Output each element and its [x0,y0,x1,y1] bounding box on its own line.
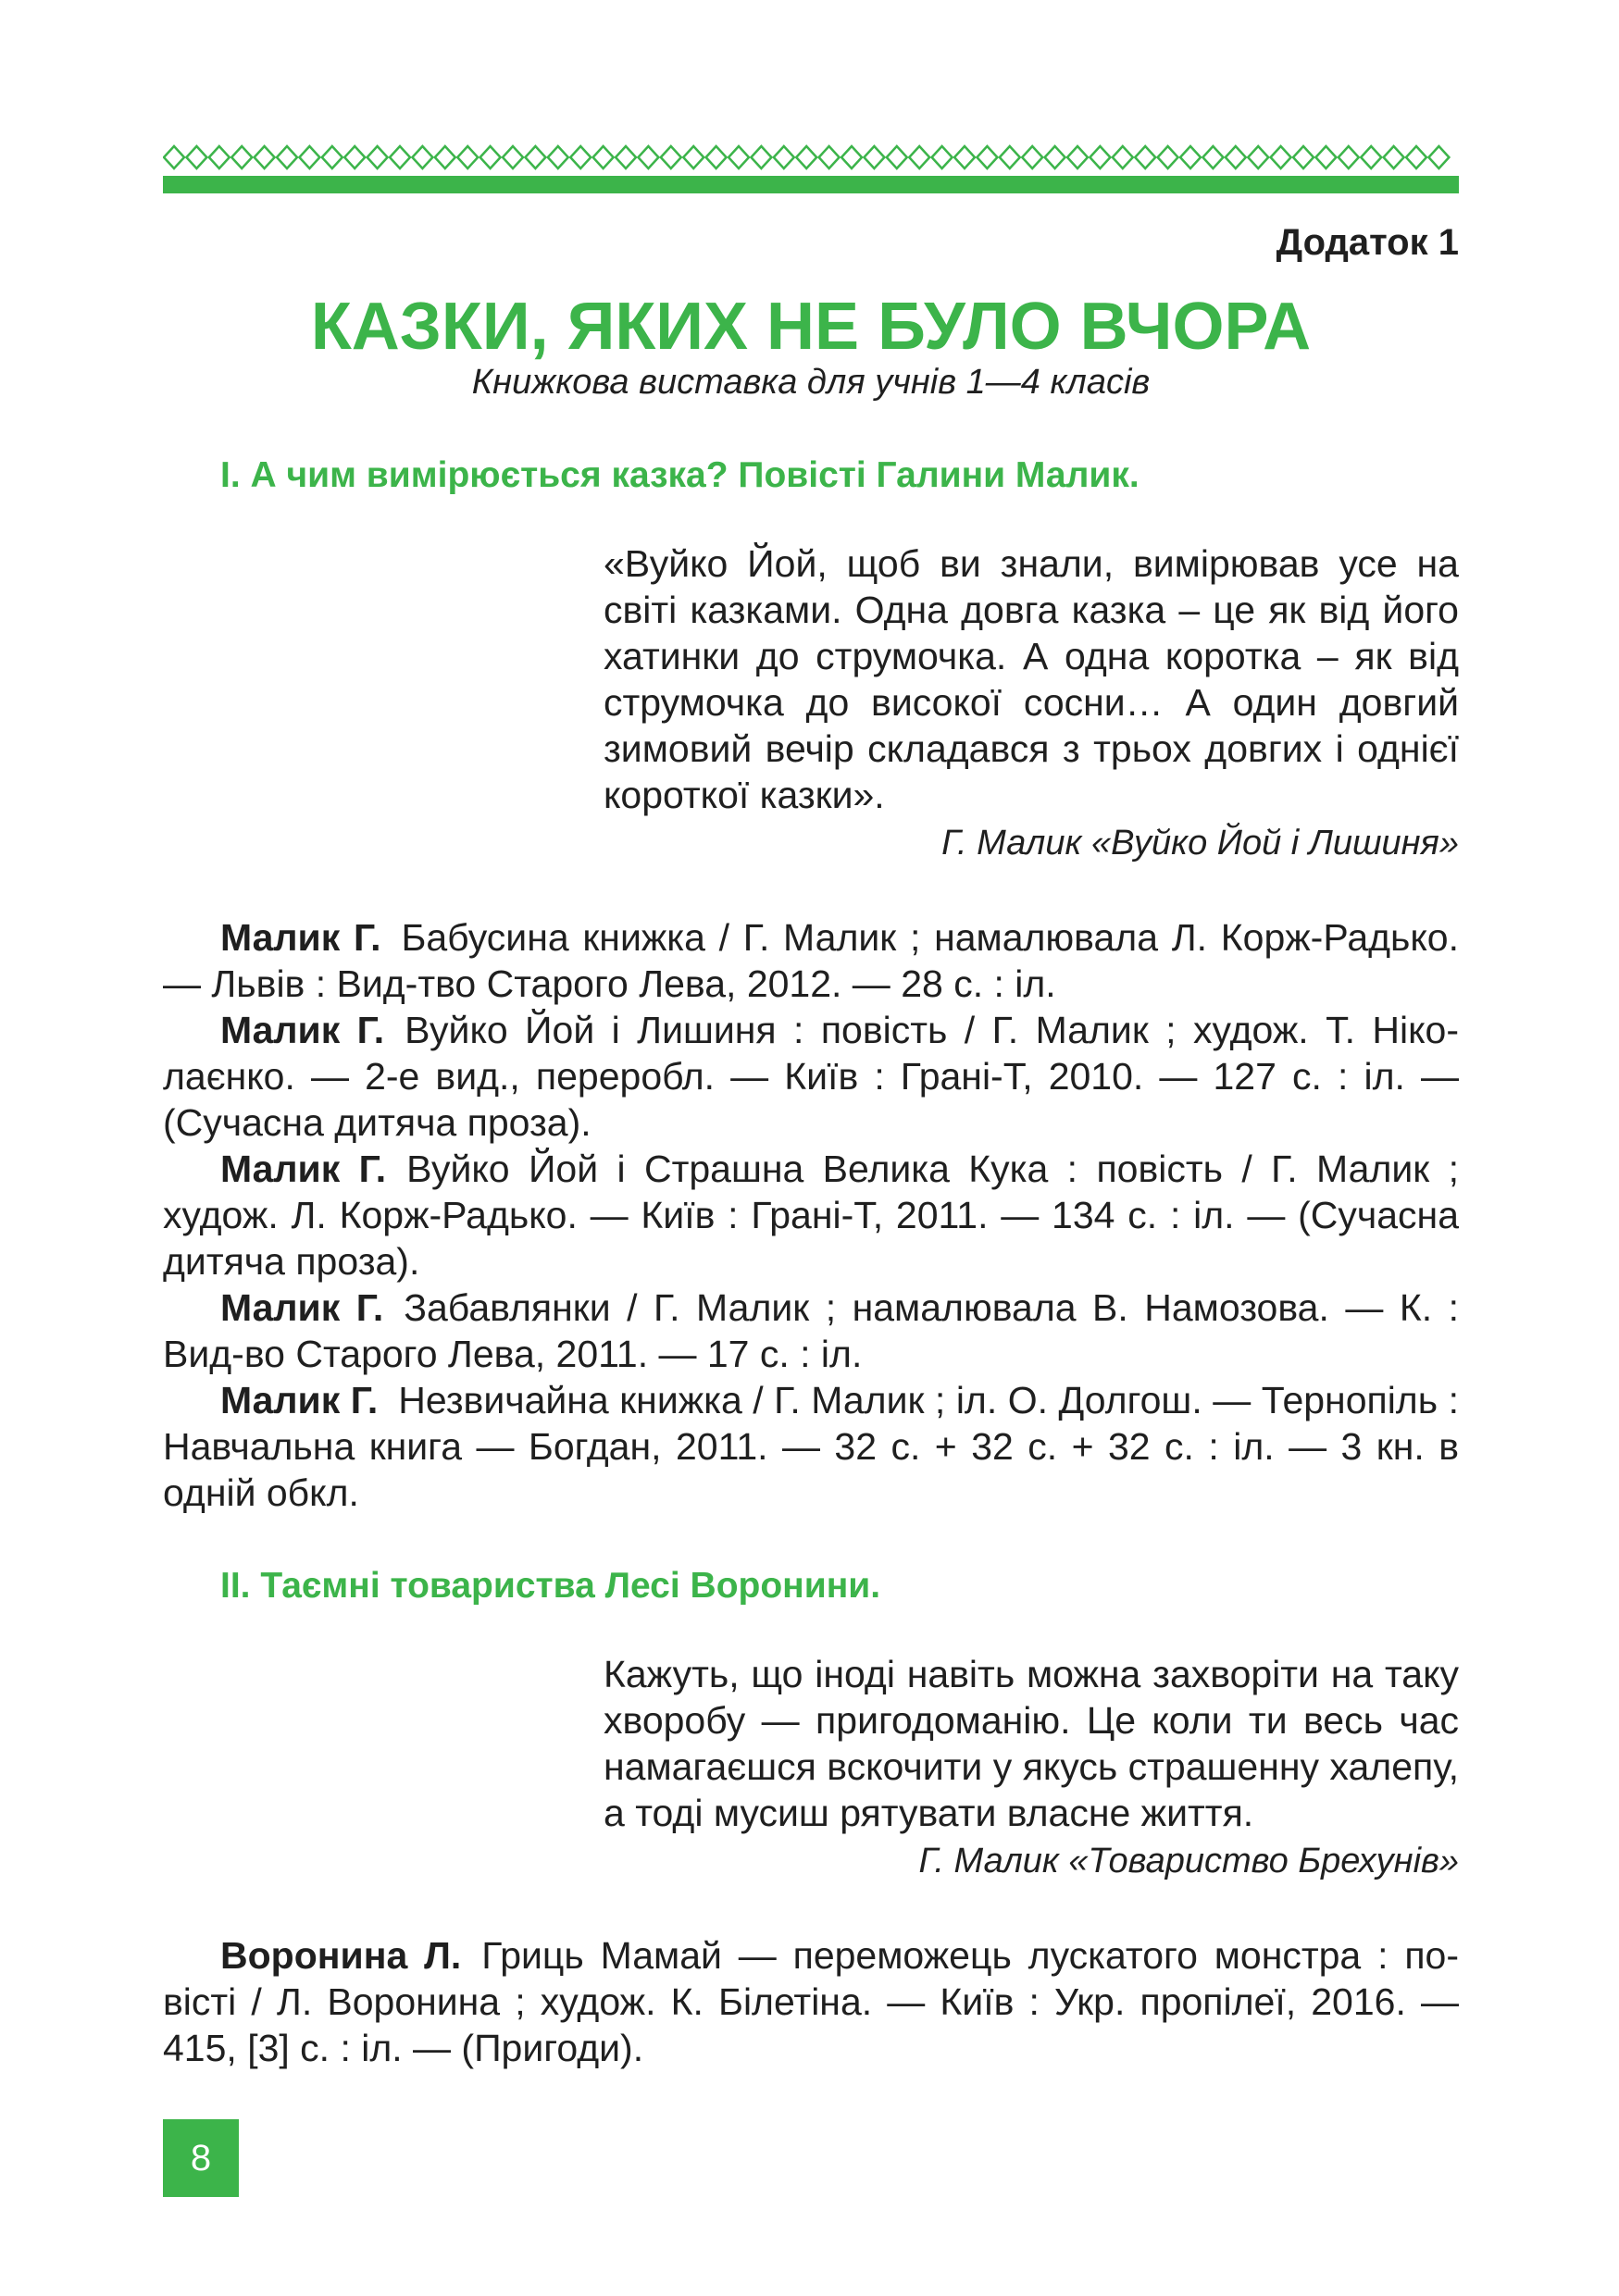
entry-text: Вуйко Йой і Лишиня : повість / Г. Малик ; худож. Т. Ніколаєнко. — 2-е вид., переробл. — Київ : Грані-Т, 2010. — 127 с. : іл. — (Сучасна дитяча проза). [163,1009,1459,1144]
diamond-ornament-icon [344,146,365,168]
entry-author: Малик Г. [220,1379,379,1421]
diamond-ornament-icon [412,146,432,168]
diamond-ornament-icon [1022,146,1042,168]
diamond-ornament-icon [1067,146,1088,168]
diamond-ornament-icon [1361,146,1381,168]
diamond-ornament-icon [1428,146,1449,168]
diamond-ornament-icon [954,146,975,168]
diamond-ornament-icon [277,146,297,168]
entry-text: Вуйко Йой і Страшна Велика Кука : повість / Г. Малик ; худож. Л. Корж-Радько. — Київ : Грані-Т, 2011. — 134 с. : іл. — (Сучасна дитяча проза). [163,1148,1459,1283]
section-1-bibliography [163,914,1459,1516]
diamond-ornament-icon [819,146,840,168]
diamond-ornament-icon [1202,146,1223,168]
diamond-ornament-icon [1226,146,1246,168]
diamond-ornament-icon [909,146,929,168]
section-2-epigraph-attribution: Г. Малик «Товариство Брехунів» [918,1842,1459,1880]
diamond-ornament-icon [1406,146,1426,168]
bibliography-entry [163,1377,1459,1516]
diamond-ornament-icon [390,146,410,168]
diamond-ornament-icon [796,146,816,168]
diamond-ornament-icon [1135,146,1155,168]
diamond-ornament-icon [503,146,523,168]
diamond-ornament-icon [841,146,862,168]
entry-author: Воронина Л. [220,1934,462,1977]
diamond-ornament-icon [480,146,501,168]
entry-text: Бабусина книжка / Г. Малик ; намалювала Л. Корж-Радько. — Львів : Вид-тво Старого Лева, 2012. — 28 с. : іл. [163,916,1459,1005]
diamond-ornament-icon [1384,146,1404,168]
entry-author: Малик Г. [220,1009,385,1051]
diamond-ornament-icon [367,146,388,168]
section-heading-1: І. А чим вимірюється казка? Повісті Галини Малик. [220,455,1140,495]
diamond-ornament-icon [570,146,591,168]
diamond-ornament-icon [548,146,568,168]
diamond-ornament-icon [729,146,749,168]
entry-text: Забавлянки / Г. Малик ; намалювала В. Намозова. — К. : Вид-во Старого Лева, 2011. — 17 с. : іл. [163,1286,1459,1375]
diamond-ornament-icon [231,146,252,168]
bibliography-entry [163,1146,1459,1285]
diamond-ornament-icon [1000,146,1020,168]
bibliography-entry [163,914,1459,1007]
diamond-ornament-icon [932,146,953,168]
diamond-ornament-icon [299,146,319,168]
diamond-ornament-icon [1293,146,1314,168]
diamond-ornament-border [163,141,1459,174]
diamond-ornament-icon [457,146,478,168]
diamond-ornament-icon [322,146,342,168]
diamond-ornament-icon [209,146,230,168]
diamond-ornament-icon [706,146,727,168]
page-subtitle: Книжкова виставка для учнів 1—4 класів [471,363,1151,402]
entry-text: Гриць Мамай — переможець лускатого монстра : повісті / Л. Воронина ; худож. К. Білетіна. — Київ : Укр. пропілеї, 2016. — 415, [3] с. : іл. — (Пригоди). [163,1934,1459,2069]
diamond-ornament-icon [1180,146,1201,168]
section-1-epigraph-attribution: Г. Малик «Вуйко Йой і Лишиня» [941,824,1459,863]
page-title: КАЗКИ, ЯКИХ НЕ БУЛО ВЧОРА [310,290,1312,364]
diamond-ornament-icon [164,146,184,168]
bibliography-entry [163,1285,1459,1377]
diamond-ornament-icon [616,146,636,168]
entry-author: Малик Г. [220,916,381,959]
diamond-ornament-icon [683,146,704,168]
bibliography-entry [163,1007,1459,1146]
diamond-ornament-icon [1315,146,1336,168]
section-2-bibliography [163,1932,1459,2071]
diamond-ornament-icon [525,146,545,168]
diamond-ornament-icon [435,146,455,168]
entry-text: Незвичайна книжка / Г. Малик ; іл. О. Долгош. — Тернопіль : Навчальна книга — Богдан, 2011. — 32 с. + 32 с. + 32 с. : іл. — 3 кн. в одній обкл. [163,1379,1459,1514]
diamond-ornament-icon [1339,146,1359,168]
diamond-ornament-icon [638,146,658,168]
section-1-epigraph: «Вуйко Йой, щоб ви знали, вимірював усе на світі казками. Одна довга казка – це як від його хатинки до струмочка. А одна коротка – як від струмочка до високої сосни… А один довгий зимовий вечір складався з трьох довгих і однієї короткої казки». [604,542,1459,816]
section-heading-2: ІІ. Таємні товариства Лесі Воронини. [220,1566,881,1606]
header-green-bar [163,176,1459,193]
entry-author: Малик Г. [220,1148,387,1190]
diamond-ornament-icon [887,146,907,168]
diamond-ornament-icon [1090,146,1110,168]
appendix-label: Додаток 1 [1276,222,1459,263]
diamond-ornament-icon [977,146,997,168]
diamond-ornament-icon [1045,146,1065,168]
diamond-ornament-icon [774,146,794,168]
bibliography-entry [163,1932,1459,2071]
entry-author: Малик Г. [220,1286,384,1329]
diamond-ornament-icon [1248,146,1268,168]
diamond-ornament-icon [1113,146,1133,168]
diamond-ornament-icon [751,146,771,168]
diamond-ornament-icon [255,146,275,168]
diamond-ornament-icon [1271,146,1291,168]
diamond-ornament-icon [661,146,681,168]
page-number: 8 [163,2119,239,2197]
diamond-ornament-icon [186,146,206,168]
diamond-ornament-icon [864,146,884,168]
diamond-ornament-icon [593,146,614,168]
section-2-epigraph: Кажуть, що іноді навіть можна захворіти на таку хворобу — пригодоманію. Це коли ти весь час намагаєшся вскочити у якусь страшенну халепу, а тоді мусиш рятувати власне життя. [604,1653,1459,1834]
diamond-ornament-icon [1158,146,1178,168]
